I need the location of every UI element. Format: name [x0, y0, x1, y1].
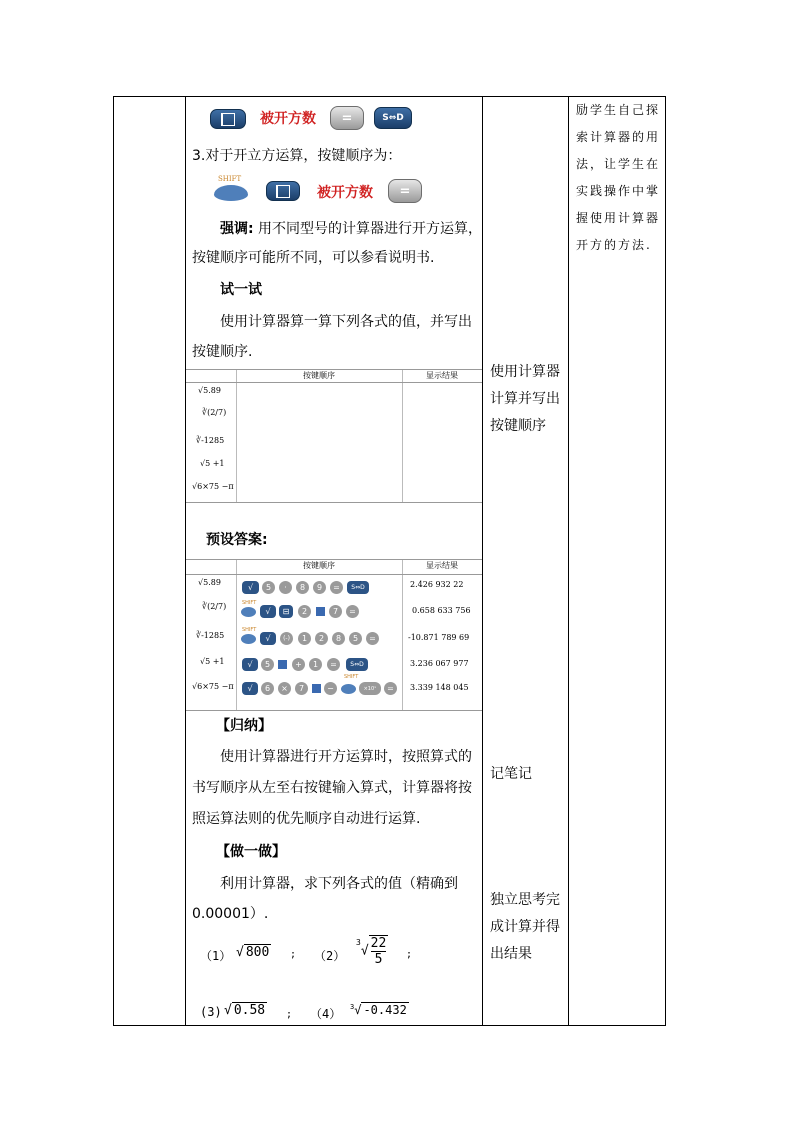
do-title: 【做一做】 [216, 844, 286, 860]
column-divider [568, 97, 569, 1025]
table-row-result: 3.236 067 977 [410, 659, 469, 668]
sqrt-icon [221, 113, 235, 126]
negative-key: (-) [280, 632, 293, 645]
exercise-table [186, 369, 482, 503]
digit-key: 1 [298, 632, 311, 645]
try-title: 试一试 [220, 282, 262, 298]
sqrt-icon [276, 185, 290, 198]
radicand-label: 被开方数 [317, 185, 373, 201]
exercise-3-expr: √ 0.58 [224, 1003, 266, 1018]
digit-key: 5 [261, 658, 274, 671]
table-row-expr: ∛(2/7) [202, 602, 227, 611]
table-row-expr: ∛(2/7) [202, 408, 227, 417]
digit-key: 9 [313, 581, 326, 594]
exercise-4-expr: $^3$√ -0.432 [350, 1003, 407, 1017]
plus-key: + [292, 658, 305, 671]
sqrt-key: √ [260, 632, 276, 645]
cursor-key [312, 684, 321, 693]
equals-key: = [388, 179, 422, 203]
sqrt-key: √ [242, 658, 258, 671]
shift-key [214, 185, 248, 201]
column-divider [482, 97, 483, 1025]
sd-key: S⇔D [374, 107, 412, 129]
answer-table [186, 559, 482, 711]
table-row-expr: ∛-1285 [196, 436, 225, 445]
table-row-result: 2.426 932 22 [410, 580, 464, 589]
digit-key: 5 [349, 632, 362, 645]
exercise-4-label: （4） [310, 1007, 342, 1021]
equals-key: = [327, 658, 340, 671]
shift-label: SHIFT [218, 175, 242, 183]
sd-key: S⇔D [347, 581, 369, 594]
equals-key: = [346, 605, 359, 618]
exercise-2-label: （2） [314, 949, 346, 963]
summary-line-2: 书写顺序从左至右按键输入算式，计算器将按 [192, 780, 472, 796]
sqrt-key: √ [260, 605, 276, 618]
cursor-key [316, 607, 325, 616]
table-row-result: 0.658 633 756 [412, 606, 471, 615]
summary-line-1: 使用计算器进行开方运算时，按照算式的 [220, 749, 472, 765]
digit-key: 1 [309, 658, 322, 671]
digit-key: 5 [262, 581, 275, 594]
do-line-1: 利用计算器，求下列各式的值（精确到 [220, 876, 458, 892]
activity-note-1: 使用计算器 计算并写出 按键顺序 [490, 364, 560, 434]
digit-key: 7 [329, 605, 342, 618]
power-ten-key: ×10ˣ [359, 682, 381, 695]
do-line-2: 0.00001）. [192, 906, 269, 922]
shift-key [341, 684, 356, 694]
exercise-3-label: (3) [200, 1005, 222, 1019]
table-row-expr: √6×75 −π [192, 682, 234, 691]
step3-text: 3.对于开立方运算，按键顺序为： [192, 148, 402, 164]
equals-key: = [330, 106, 364, 130]
table-row-expr: √5.89 [198, 578, 221, 587]
sqrt-key: √ [242, 581, 259, 594]
decimal-key: · [279, 581, 292, 594]
preset-answer-title: 预设答案: [206, 532, 268, 548]
multiply-key: × [278, 682, 291, 695]
table-row-expr: √5 +1 [200, 459, 225, 468]
table-header-keys: 按键顺序 [303, 561, 335, 570]
try-line-2: 按键顺序. [192, 344, 253, 360]
table-row-expr: √5 +1 [200, 657, 225, 666]
semicolon: ; [286, 1009, 293, 1020]
sqrt-key: √ [242, 682, 258, 695]
table-row-result: 3.339 148 045 [410, 683, 469, 692]
fraction-key: ⊟ [279, 605, 293, 618]
teaching-content-column [186, 97, 482, 1025]
equals-key: = [366, 632, 379, 645]
digit-key: 2 [298, 605, 311, 618]
equals-key: = [384, 682, 397, 695]
sqrt-key [266, 181, 300, 201]
minus-key: − [324, 682, 337, 695]
table-row-result: -10.871 789 69 [408, 633, 470, 642]
shift-key [241, 634, 256, 644]
shift-label: SHIFT [242, 627, 257, 633]
semicolon: ; [290, 949, 297, 960]
summary-title: 【归纳】 [216, 718, 272, 734]
digit-key: 8 [332, 632, 345, 645]
lesson-table [113, 96, 666, 1026]
shift-key [241, 607, 256, 617]
design-intent-text: 励学生自己探 索计算器的用 法，让学生在 实践操作中掌 握使用计算器 开方的方法. [576, 103, 661, 252]
cursor-key [278, 660, 287, 669]
digit-key: 8 [296, 581, 309, 594]
table-row-expr: √5.89 [198, 386, 221, 395]
try-line-1: 使用计算器算一算下列各式的值，并写出 [220, 314, 472, 330]
table-row-expr: √6×75 −π [192, 482, 234, 491]
table-header-result: 显示结果 [426, 561, 458, 570]
student-activity-column [484, 97, 568, 1025]
sd-key: S⇔D [346, 658, 368, 671]
emphasis-line-2: 按键顺序可能所不同，可以参看说明书. [192, 250, 435, 266]
radicand-label: 被开方数 [260, 111, 316, 127]
summary-line-3: 照运算法则的优先顺序自动进行运算. [192, 811, 421, 827]
equals-key: = [330, 581, 343, 594]
digit-key: 6 [261, 682, 274, 695]
shift-label: SHIFT [344, 674, 359, 680]
sqrt-key [210, 109, 246, 129]
digit-key: 7 [295, 682, 308, 695]
exercise-1-expr: √ 800 [236, 945, 270, 960]
exercise-2-expr: $^3$√ $\frac{22}{5}$ [356, 936, 387, 967]
design-intent-column [570, 97, 666, 1025]
table-header-keys: 按键顺序 [303, 371, 335, 380]
activity-note-3: 独立思考完 成计算并得 出结果 [490, 892, 560, 962]
exercise-1-label: （1） [200, 949, 232, 963]
semicolon: ; [406, 949, 413, 960]
table-row-expr: ∛-1285 [196, 631, 225, 640]
table-header-result: 显示结果 [426, 371, 458, 380]
emphasis-line-1: 强调: 用不同型号的计算器进行开方运算， [220, 221, 483, 237]
activity-note-2: 记笔记 [490, 766, 532, 782]
shift-label: SHIFT [242, 600, 257, 606]
digit-key: 2 [315, 632, 328, 645]
